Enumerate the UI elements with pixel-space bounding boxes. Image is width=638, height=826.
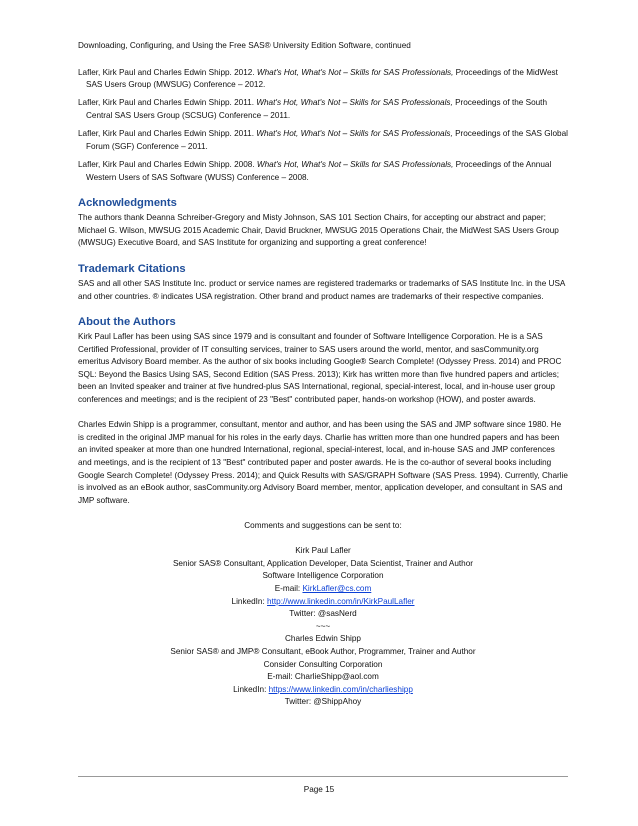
linkedin-link-shipp[interactable]: https://www.linkedin.com/in/charlieshipp — [268, 684, 413, 694]
reference-tail: Proceedings of the MidWest SAS Users Group (MWSUG) Conference – 2012. — [86, 67, 558, 90]
footer-rule — [78, 776, 568, 777]
reference-item — [78, 128, 568, 153]
contact-linkedin-line-lafler — [78, 596, 568, 609]
trademark-text: SAS and all other SAS Institute Inc. product or service names are registered trademarks or trademarks of SAS Institute Inc. in the USA and other countries. ® indicates USA registration. Other brand and product names are trademarks of their respective companies. — [78, 278, 565, 301]
reference-item — [78, 97, 568, 122]
contact-linkedin-line-shipp — [78, 684, 568, 697]
reference-title: What's Hot, What's Not – Skills for SAS Professionals, — [256, 98, 453, 108]
about-authors-heading: About the Authors — [78, 316, 176, 329]
linkedin-label: LinkedIn: — [231, 596, 265, 606]
contact-org-shipp: Consider Consulting Corporation — [263, 659, 383, 669]
contact-role-shipp: Senior SAS® and JMP® Consultant, eBook Author, Programmer, Trainer and Author — [170, 646, 476, 656]
contact-email-shipp: E-mail: CharlieShipp@aol.com — [267, 672, 379, 682]
author-bio-lafler: Kirk Paul Lafler has been using SAS since 1979 and is consultant and founder of Software Intelligence Corporation. He is a SAS Certified Professional, provider of IT consulting services, trainer to SAS users around the world, mentor, and sasCommunity.org emeritus Advisory Board member. As the author of six books including Google® Search Complete! (Odyssey Press. 2014) and PROC SQL: Beyond the Basics Using SAS, Second Edition (SAS Press. 2013); Kirk has written more than five hundred papers and articles; been an Invited speaker and trainer at five hundred-plus SAS International, regional, special-interest, local, and in-house user group conferences and meetings; and is the recipient of 23 "Best" contributed paper, hands-on workshop (HOW), and poster awards. — [78, 332, 562, 405]
contact-twitter-lafler: Twitter: @sasNerd — [289, 609, 357, 619]
reference-item — [78, 67, 568, 92]
reference-lead: Lafler, Kirk Paul and Charles Edwin Shipp. 2008. — [78, 159, 255, 169]
contact-name-shipp: Charles Edwin Shipp — [284, 634, 361, 644]
references-list — [78, 67, 568, 185]
email-label: E-mail: — [274, 583, 301, 593]
contact-twitter-shipp: Twitter: @ShippAhoy — [284, 697, 362, 707]
contact-separator: ~~~ — [315, 621, 331, 631]
page-number: Page 15 — [303, 785, 335, 794]
page-body — [78, 0, 568, 709]
contact-block — [78, 507, 568, 709]
reference-tail: Proceedings of the SAS Global Forum (SGF) Conference – 2011. — [86, 129, 568, 151]
reference-title: What's Hot, What's Not – Skills for SAS Professionals, — [256, 159, 454, 169]
reference-item — [78, 159, 568, 184]
reference-title: What's Hot, What's Not – Skills for SAS Professionals, — [256, 67, 454, 77]
reference-title: What's Hot, What's Not – Skills for SAS Professionals, — [256, 129, 453, 139]
linkedin-label: LinkedIn: — [233, 684, 267, 694]
contact-intro: Comments and suggestions can be sent to: — [244, 521, 402, 530]
contact-name-lafler: Kirk Paul Lafler — [295, 546, 351, 556]
acknowledgments-heading: Acknowledgments — [78, 197, 177, 210]
author-bio-shipp: Charles Edwin Shipp is a programmer, consultant, mentor and author, and has been using the SAS and JMP software since 1980. He is credited in the original JMP manual for his roles in the early days. Charlie has written more than one hundred papers and has been an invited speaker at more than one hundred International, regional, special-interest, local, and in-house SAS and JMP conferences and meetings, and is the recipient of 13 "Best" contributed paper and poster awards. He is the co-author of several books including Google Search Complete! (Odyssey Press. 2014); and Quick Results with SAS/GRAPH Software (SAS Press. 1994). Currently, Charlie is involved as an eBook author, sasCommunity.org Advisory Board member, mentor, application developer, and consultant in SAS and JMP software. — [78, 420, 568, 505]
acknowledgments-text: The authors thank Deanna Schreiber-Gregory and Misty Johnson, SAS 101 Section Chairs, for accepting our abstract and paper; Michael G. Wilson, MWSUG 2015 Academic Chair, David Bruckner, MWSUG 2015 Operations Chair, the MidWest SAS Users Group (MWSUG) Executive Board, and SAS Institute for organizing and supporting a great conference! — [78, 213, 559, 248]
linkedin-link-lafler[interactable]: http://www.linkedin.com/in/KirkPaulLafler — [267, 596, 415, 606]
reference-tail: Proceedings of the Annual Western Users of SAS Software (WUSS) Conference – 2008. — [86, 159, 552, 182]
email-link-lafler[interactable]: KirkLafler@cs.com — [302, 583, 372, 593]
running-header: Downloading, Configuring, and Using the Free SAS® University Edition Software, continued — [78, 41, 411, 50]
trademark-heading: Trademark Citations — [78, 262, 186, 275]
contact-email-line-lafler — [78, 583, 568, 596]
reference-lead: Lafler, Kirk Paul and Charles Edwin Shipp. 2012. — [78, 67, 255, 77]
reference-tail: Proceedings of the South Central SAS Users Group (SCSUG) Conference – 2011. — [86, 98, 548, 120]
contact-org-lafler: Software Intelligence Corporation — [262, 571, 384, 581]
contact-role-lafler: Senior SAS® Consultant, Application Developer, Data Scientist, Trainer and Author — [172, 558, 474, 568]
reference-lead: Lafler, Kirk Paul and Charles Edwin Shipp. 2011. — [78, 98, 254, 108]
reference-lead: Lafler, Kirk Paul and Charles Edwin Shipp. 2011. — [78, 129, 254, 139]
